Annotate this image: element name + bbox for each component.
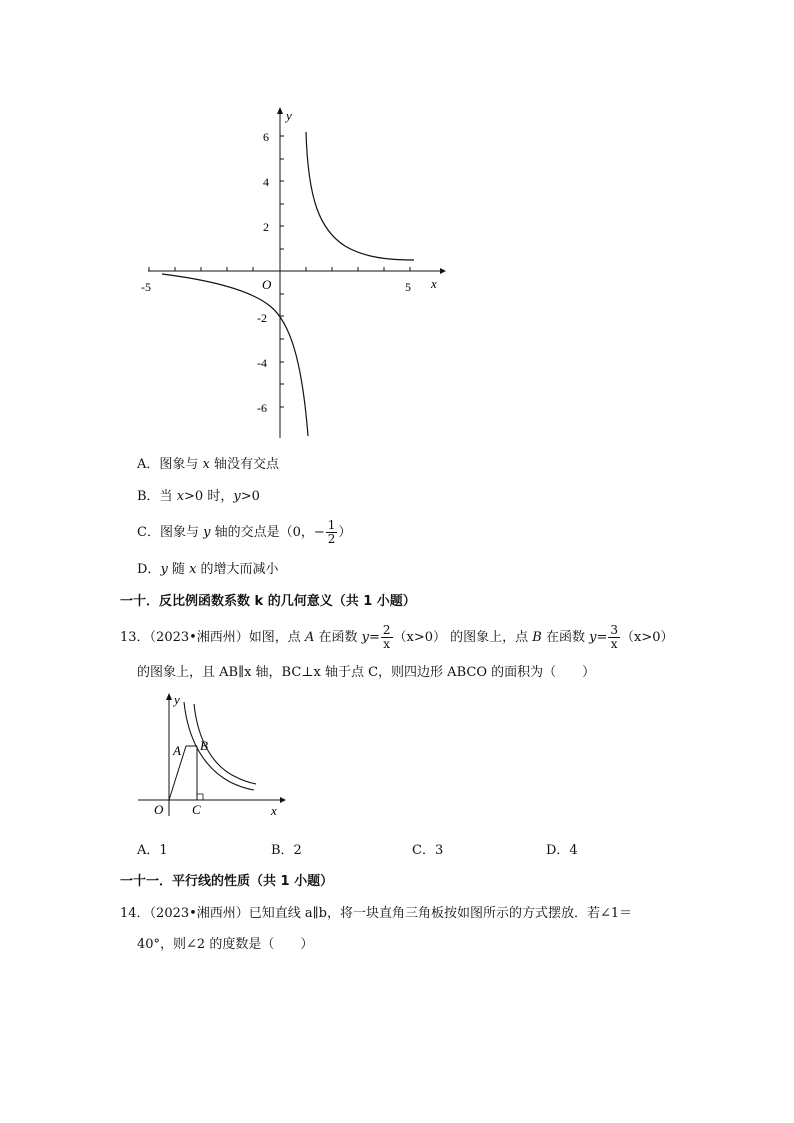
y-axis-label: y [174,692,180,707]
function-graph-2 [134,688,294,820]
question-14-line-2: 40°，则∠2 的度数是（ ） [137,937,314,952]
x-tick-label: 5 [405,280,411,294]
option-a: A．图象与 x 轴没有交点 [137,457,280,472]
question-13-line-1: 13．（2023•湘西州）如图，点 A 在函数 y= $\frac{2}{x}$ （x>0） 的图象上，点 B 在函数 y= $\frac{3}{x}$ （x>0） [120,623,674,651]
section-heading: 一十．反比例函数系数 k 的几何意义（共 1 小题） [120,594,416,609]
option-b: B．当 x>0 时，y>0 [137,489,260,504]
y-axis-label: y [286,108,292,123]
curve-branch-right [306,132,414,260]
y-tick-label: 4 [263,175,269,189]
option-c: C．图象与 y 轴的交点是（0，− $\frac{1}{2}$ ） [137,518,352,546]
fraction: $\frac{1}{2}$ [327,518,336,546]
q13-option-c: C．3 [412,843,444,858]
y-tick-label: -4 [257,356,267,370]
point-o-label: O [154,802,164,817]
y-axis-arrow [166,693,172,700]
x-axis-label: x [431,276,437,291]
origin-label: O [262,277,272,292]
y-tick-label: -6 [257,401,267,415]
question-13-line-2: 的图象上，且 AB∥x 轴，BC⊥x 轴于点 C，则四边形 ABCO 的面积为（ ） [137,665,596,680]
q13-option-a: A．1 [137,843,168,858]
function-graph-1 [140,100,450,445]
x-axis-arrow [440,268,446,274]
y-axis-arrow [277,107,283,114]
point-c-label: C [192,802,201,817]
y-tick-label: 2 [263,220,269,234]
point-a-label: A [173,743,181,758]
y-tick-label: 6 [263,130,269,144]
point-b-label: B [200,738,208,753]
x-axis-label: x [271,803,277,818]
section-heading: 一十一．平行线的性质（共 1 小题） [120,874,334,889]
curve-branch-left [162,274,308,436]
x-axis-arrow [280,797,286,803]
q13-option-b: B．2 [271,843,302,858]
question-14-line-1: 14．（2023•湘西州）已知直线 a∥b，将一块直角三角板按如图所示的方式摆放．若∠1＝ [120,906,633,921]
fraction: $\frac{3}{x}$ [610,623,618,651]
option-d: D．y 随 x 的增大而减小 [137,562,279,577]
q13-option-d: D．4 [546,843,578,858]
fraction: $\frac{2}{x}$ [382,623,391,651]
x-tick-label: -5 [141,280,151,294]
right-angle-mark [197,794,203,800]
y-tick-label: -2 [257,311,267,325]
